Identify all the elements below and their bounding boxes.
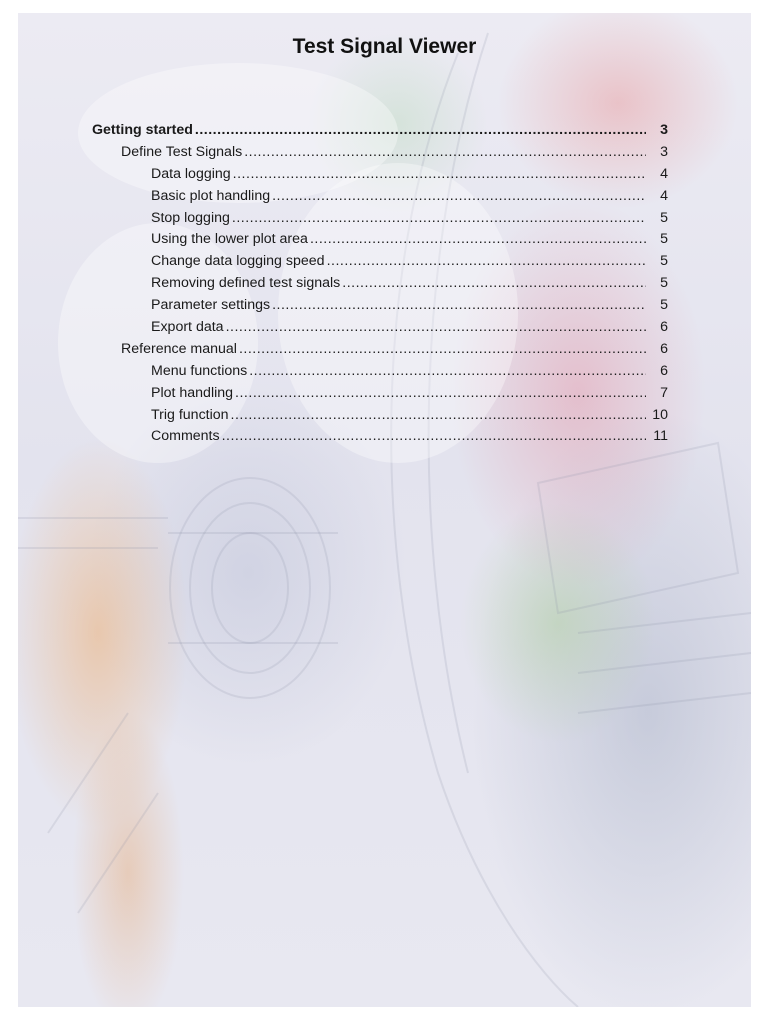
toc-entry-label: Menu functions [151, 362, 248, 379]
toc-page-number: 5 [660, 231, 668, 248]
toc-dot-leader [233, 164, 646, 186]
toc-page-number: 4 [660, 187, 668, 204]
toc-entry[interactable] [92, 208, 668, 230]
toc-page-number: 6 [660, 319, 668, 336]
toc-entry-label: Using the lower plot area [151, 231, 308, 248]
toc-entry-label: Export data [151, 319, 224, 336]
toc-page-number: 3 [660, 122, 668, 138]
toc-entry[interactable] [92, 317, 668, 339]
toc-entry-label: Basic plot handling [151, 187, 271, 204]
toc-entry-label: Stop logging [151, 209, 230, 226]
toc-entry-label: Change data logging speed [151, 253, 325, 270]
page-title: Test Signal Viewer [292, 35, 477, 58]
toc-dot-leader [222, 426, 646, 448]
toc-entry-label: Comments [151, 428, 220, 445]
toc-entry[interactable] [92, 405, 668, 427]
toc-page-number: 11 [653, 428, 668, 445]
toc-entry[interactable] [92, 142, 668, 164]
toc-dot-leader [327, 251, 646, 273]
toc-entry-label: Removing defined test signals [151, 275, 341, 292]
toc-page-number: 5 [660, 297, 668, 314]
toc-page-number: 4 [660, 165, 668, 182]
toc-page-number: 3 [660, 143, 668, 160]
toc-dot-leader [342, 273, 646, 295]
toc-dot-leader [226, 317, 646, 339]
toc-entry-label: Getting started [92, 122, 193, 138]
toc-dot-leader [232, 208, 646, 230]
document-page [18, 13, 751, 1007]
table-of-contents [92, 120, 668, 448]
toc-dot-leader [239, 339, 646, 361]
toc-dot-leader [310, 229, 646, 251]
toc-entry[interactable] [92, 251, 668, 273]
toc-entry[interactable] [92, 383, 668, 405]
toc-page-number: 5 [660, 209, 668, 226]
toc-entry[interactable] [92, 186, 668, 208]
toc-dot-leader [272, 186, 646, 208]
toc-entry-label: Define Test Signals [121, 143, 243, 160]
toc-entry-label: Plot handling [151, 384, 234, 401]
toc-entry[interactable] [92, 229, 668, 251]
toc-dot-leader [195, 120, 646, 142]
toc-entry[interactable] [92, 361, 668, 383]
toc-entry[interactable] [92, 120, 668, 142]
toc-page-number: 7 [660, 384, 668, 401]
toc-page-number: 10 [652, 406, 668, 423]
toc-dot-leader [272, 295, 646, 317]
toc-entry[interactable] [92, 295, 668, 317]
toc-page-number: 6 [660, 340, 668, 357]
toc-dot-leader [231, 405, 646, 427]
toc-dot-leader [244, 142, 646, 164]
toc-page-number: 5 [660, 275, 668, 292]
toc-entry[interactable] [92, 339, 668, 361]
toc-entry-label: Data logging [151, 165, 231, 182]
toc-entry-label: Parameter settings [151, 297, 271, 314]
toc-dot-leader [249, 361, 646, 383]
toc-entry-label: Trig function [151, 406, 229, 423]
toc-entry[interactable] [92, 426, 668, 448]
toc-entry-label: Reference manual [121, 340, 237, 357]
toc-page-number: 5 [660, 253, 668, 270]
toc-page-number: 6 [660, 362, 668, 379]
toc-dot-leader [235, 383, 646, 405]
toc-entry[interactable] [92, 164, 668, 186]
toc-entry[interactable] [92, 273, 668, 295]
